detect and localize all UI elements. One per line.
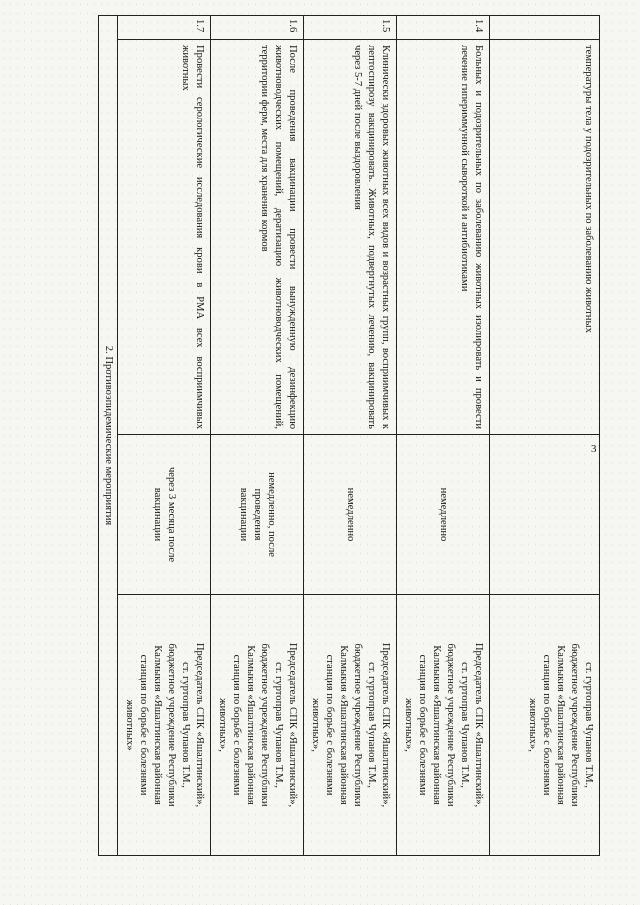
term-text (490, 435, 600, 595)
measure-text: Провести серологические исследования крови в РМА всех восприимчивых животных (118, 40, 211, 435)
rotated-page (30, 15, 600, 855)
responsible-text: Председатель СПК «Яшалтинский», ст. гуртоправ Чупанов Т.М., бюджетное учреждение Республики Калмыкия «Яшалтинская районная станция по борьбе с болезнями животных», (304, 595, 397, 856)
row-number: 1.7 (118, 16, 211, 40)
table-row (304, 16, 397, 856)
table-row (211, 16, 304, 856)
row-number (490, 16, 600, 40)
measures-table (98, 15, 600, 856)
table-row (397, 16, 490, 856)
term-text: немедленно (397, 435, 490, 595)
term-text: через 3 месяца после вакцинации (118, 435, 211, 595)
responsible-text: Председатель СПК «Яшалтинский», ст. гуртоправ Чупанов Т.М., бюджетное учреждение Республики Калмыкия «Яшалтинская районная станция по борьбе с болезнями животных», (397, 595, 490, 856)
table-row (490, 16, 600, 856)
measure-text: Больных и подозрительных по заболеванию животных изолировать и провести лечение гипериммунной сывороткой и антибиотиками (397, 40, 490, 435)
term-text: немедленно (304, 435, 397, 595)
term-text: немедленно, после проведения вакцинации (211, 435, 304, 595)
measure-text: Клинически здоровых животных всех видов и возрастных групп, восприимчивых к лептоспирозу вакцинировать. Животных, подвергнутых лечению, вакцинировать через 5-7 дней после выздоровления (304, 40, 397, 435)
responsible-text: Председатель СПК «Яшалтинский», ст. гуртоправ Чупанов Т.М., бюджетное учреждение Республики Калмыкия «Яшалтинская районная станция по борьбе с болезнями животных», (211, 595, 304, 856)
row-number: 1.5 (304, 16, 397, 40)
responsible-text: ст. гуртоправ Чупанов Т.М., бюджетное учреждение Республики Калмыкия «Яшалтинская районная станция по борьбе с болезнями животных», (490, 595, 600, 856)
measure-text: После проведения вакцинации провести вынужденную дезинфекцию животноводческих помещений, дератизацию животноводческих помещений, территории ферм, места для хранения кормов (211, 40, 304, 435)
row-number: 1.6 (211, 16, 304, 40)
section-header-row (99, 16, 118, 856)
table-row (118, 16, 211, 856)
measures-table-body (99, 16, 600, 856)
row-number: 1.4 (397, 16, 490, 40)
section-title: 2. Противоэпидемические мероприятия (99, 16, 118, 856)
page-number: 3 (591, 443, 597, 455)
measure-text: температуры тела у подозрительных по заболеванию животных (490, 40, 600, 435)
responsible-text: Председатель СПК «Яшалтинский», ст. гуртоправ Чупанов Т.М., бюджетное учреждение Республики Калмыкия «Яшалтинская районная станция по борьбе с болезнями животных» (118, 595, 211, 856)
